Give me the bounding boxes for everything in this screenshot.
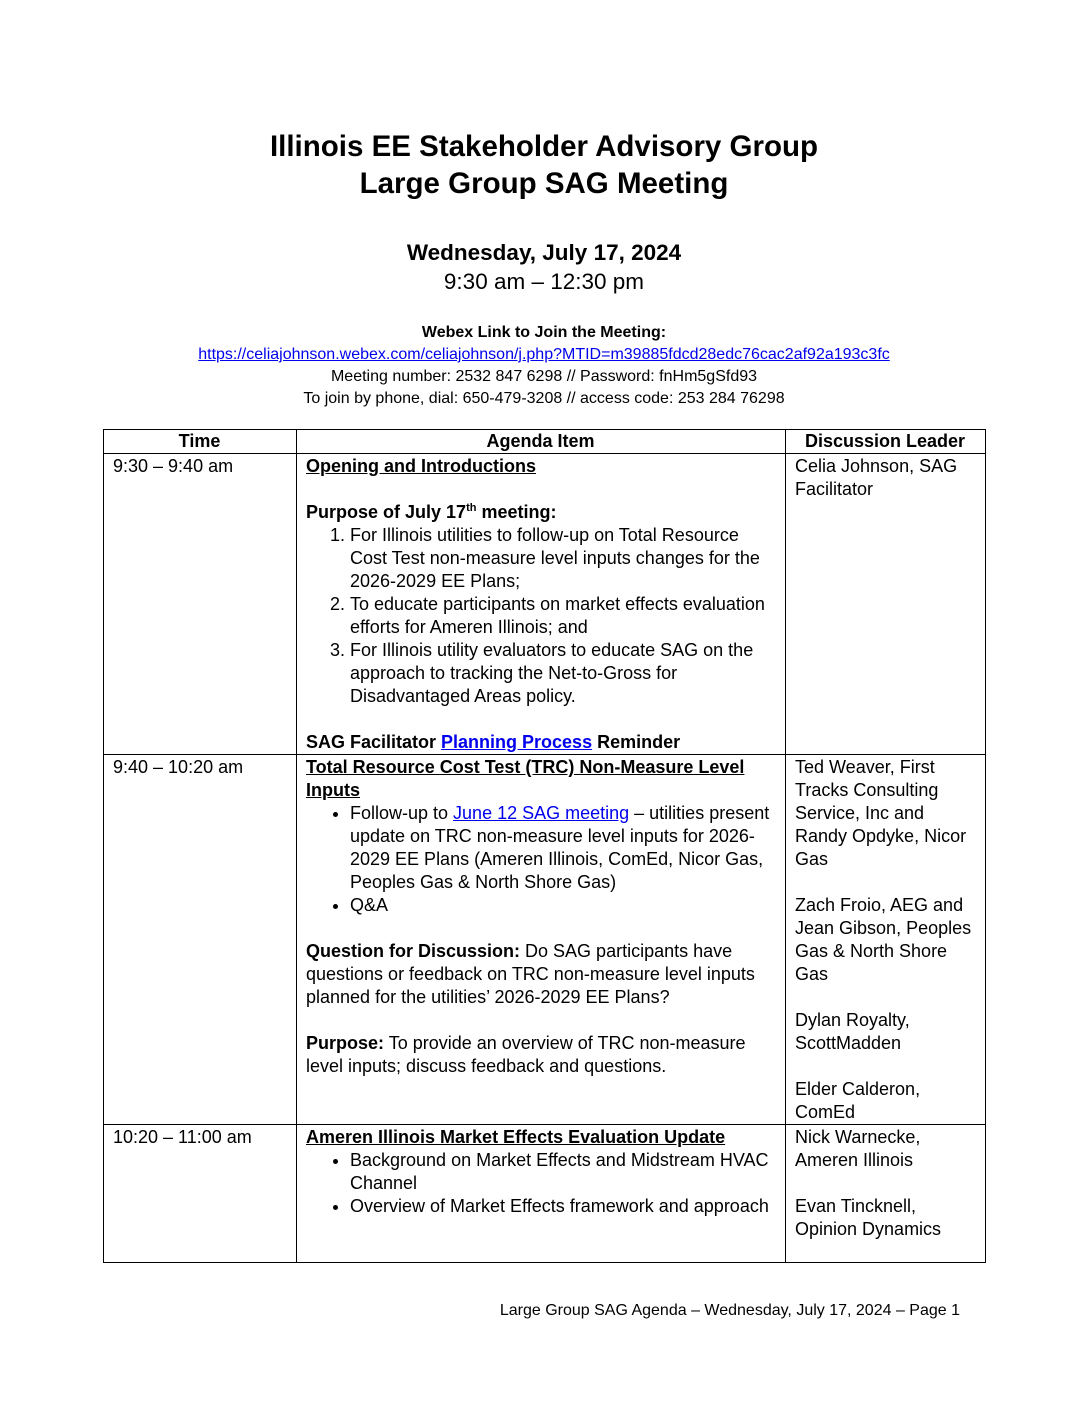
purpose-label: Purpose: — [306, 1033, 385, 1053]
list-item — [350, 802, 775, 894]
table-header-row — [104, 430, 986, 454]
purpose-text: To provide an overview of TRC non-measure level inputs; discuss feedback and questions. — [306, 1033, 746, 1076]
leader-name: Nick Warnecke, Ameren Illinois — [795, 1127, 921, 1170]
row-discussion-leader — [786, 1125, 986, 1263]
header-agenda-item: Agenda Item — [297, 430, 786, 454]
row-time: 9:40 – 10:20 am — [104, 755, 297, 1125]
meeting-time: 9:30 am – 12:30 pm — [443, 269, 645, 294]
reminder-suffix: Reminder — [592, 732, 681, 752]
page-footer: Large Group SAG Agenda – Wednesday, July 17, 2024 – Page 1 — [499, 1302, 960, 1319]
table-row — [104, 755, 986, 1125]
row-discussion-leader — [786, 454, 986, 755]
section-title: Opening and Introductions — [306, 456, 536, 476]
list-item: • Overview of Market Effects framework and approach — [350, 1195, 775, 1218]
webex-title: Webex Link to Join the Meeting: — [421, 324, 667, 341]
meeting-date: Wednesday, July 17, 2024 — [406, 240, 682, 265]
meeting-number: Meeting number: 2532 847 6298 // Password: fnHm5gSfd93 — [330, 368, 758, 385]
june-12-sag-meeting-link[interactable]: June 12 SAG meeting — [453, 803, 630, 823]
purpose-heading-sup: th — [466, 502, 477, 514]
leader-name: Evan Tincknell, Opinion Dynamics — [795, 1196, 942, 1239]
row-discussion-leader — [786, 755, 986, 1125]
bullet-list — [306, 802, 775, 917]
leader-name: Celia Johnson, SAG Facilitator — [795, 456, 958, 499]
purpose-heading — [306, 501, 775, 524]
question-label: Question for Discussion: — [306, 941, 521, 961]
table-row — [104, 1125, 986, 1263]
phone-dial-in: To join by phone, dial: 650-479-3208 // access code: 253 284 76298 — [303, 390, 785, 407]
list-item: 3. For Illinois utility evaluators to educate SAG on the approach to tracking the Net-to-Gross for Disadvantaged Areas policy. — [350, 639, 775, 708]
purpose-statement — [306, 1032, 775, 1078]
title-line-2: Large Group SAG Meeting — [359, 167, 729, 200]
question-text: Do SAG participants have questions or feedback on TRC non-measure level inputs planned for the utilities’ 2026-2029 EE Plans? — [306, 941, 755, 1007]
list-item: • Q&A — [350, 894, 775, 917]
leader-name: Elder Calderon, ComEd — [795, 1079, 921, 1122]
list-item: • Background on Market Effects and Midstream HVAC Channel — [350, 1149, 775, 1195]
list-item: 1. For Illinois utilities to follow-up on Total Resource Cost Test non-measure level inputs changes for the 2026-2029 EE Plans; — [350, 524, 775, 593]
row-agenda-item — [297, 454, 786, 755]
section-title: Ameren Illinois Market Effects Evaluation Update — [306, 1127, 726, 1147]
leader-name: Dylan Royalty, ScottMadden — [795, 1010, 910, 1053]
agenda-table — [103, 429, 986, 1263]
section-title: Total Resource Cost Test (TRC) Non-Measure Level Inputs — [306, 757, 745, 800]
planning-process-link[interactable]: Planning Process — [441, 732, 593, 752]
bullet-list — [306, 1149, 775, 1218]
header-time: Time — [104, 430, 297, 454]
row-agenda-item — [297, 1125, 786, 1263]
planning-reminder — [306, 731, 775, 754]
purpose-heading-text: Purpose of July 17 — [306, 502, 467, 522]
title-line-1: Illinois EE Stakeholder Advisory Group — [269, 130, 819, 163]
row-time: 10:20 – 11:00 am — [104, 1125, 297, 1263]
row-agenda-item — [297, 755, 786, 1125]
table-row — [104, 454, 986, 755]
list-item: 2. To educate participants on market effects evaluation efforts for Ameren Illinois; and — [350, 593, 775, 639]
reminder-prefix: SAG Facilitator — [306, 732, 442, 752]
document-header — [0, 128, 1088, 297]
row-time: 9:30 – 9:40 am — [104, 454, 297, 755]
discussion-question — [306, 940, 775, 1009]
header-discussion-leader: Discussion Leader — [786, 430, 986, 454]
purpose-heading-suffix: meeting: — [476, 502, 557, 522]
webex-info — [0, 322, 1088, 410]
purpose-list — [306, 524, 775, 708]
bullet-prefix: Follow-up to — [350, 803, 454, 823]
leader-name: Ted Weaver, First Tracks Consulting Service, Inc and Randy Opdyke, Nicor Gas — [795, 757, 967, 869]
leader-name: Zach Froio, AEG and Jean Gibson, Peoples Gas & North Shore Gas — [795, 895, 972, 984]
bullet-suffix: – utilities present update on TRC non-measure level inputs for 2026-2029 EE Plans (Ameren Illinois, ComEd, Nicor Gas, Peoples Gas & North Shore Gas) — [350, 803, 770, 892]
webex-link[interactable]: https://celiajohnson.webex.com/celiajohnson/j.php?MTID=m39885fdcd28edc76cac2af92a193c3fc — [198, 346, 890, 363]
